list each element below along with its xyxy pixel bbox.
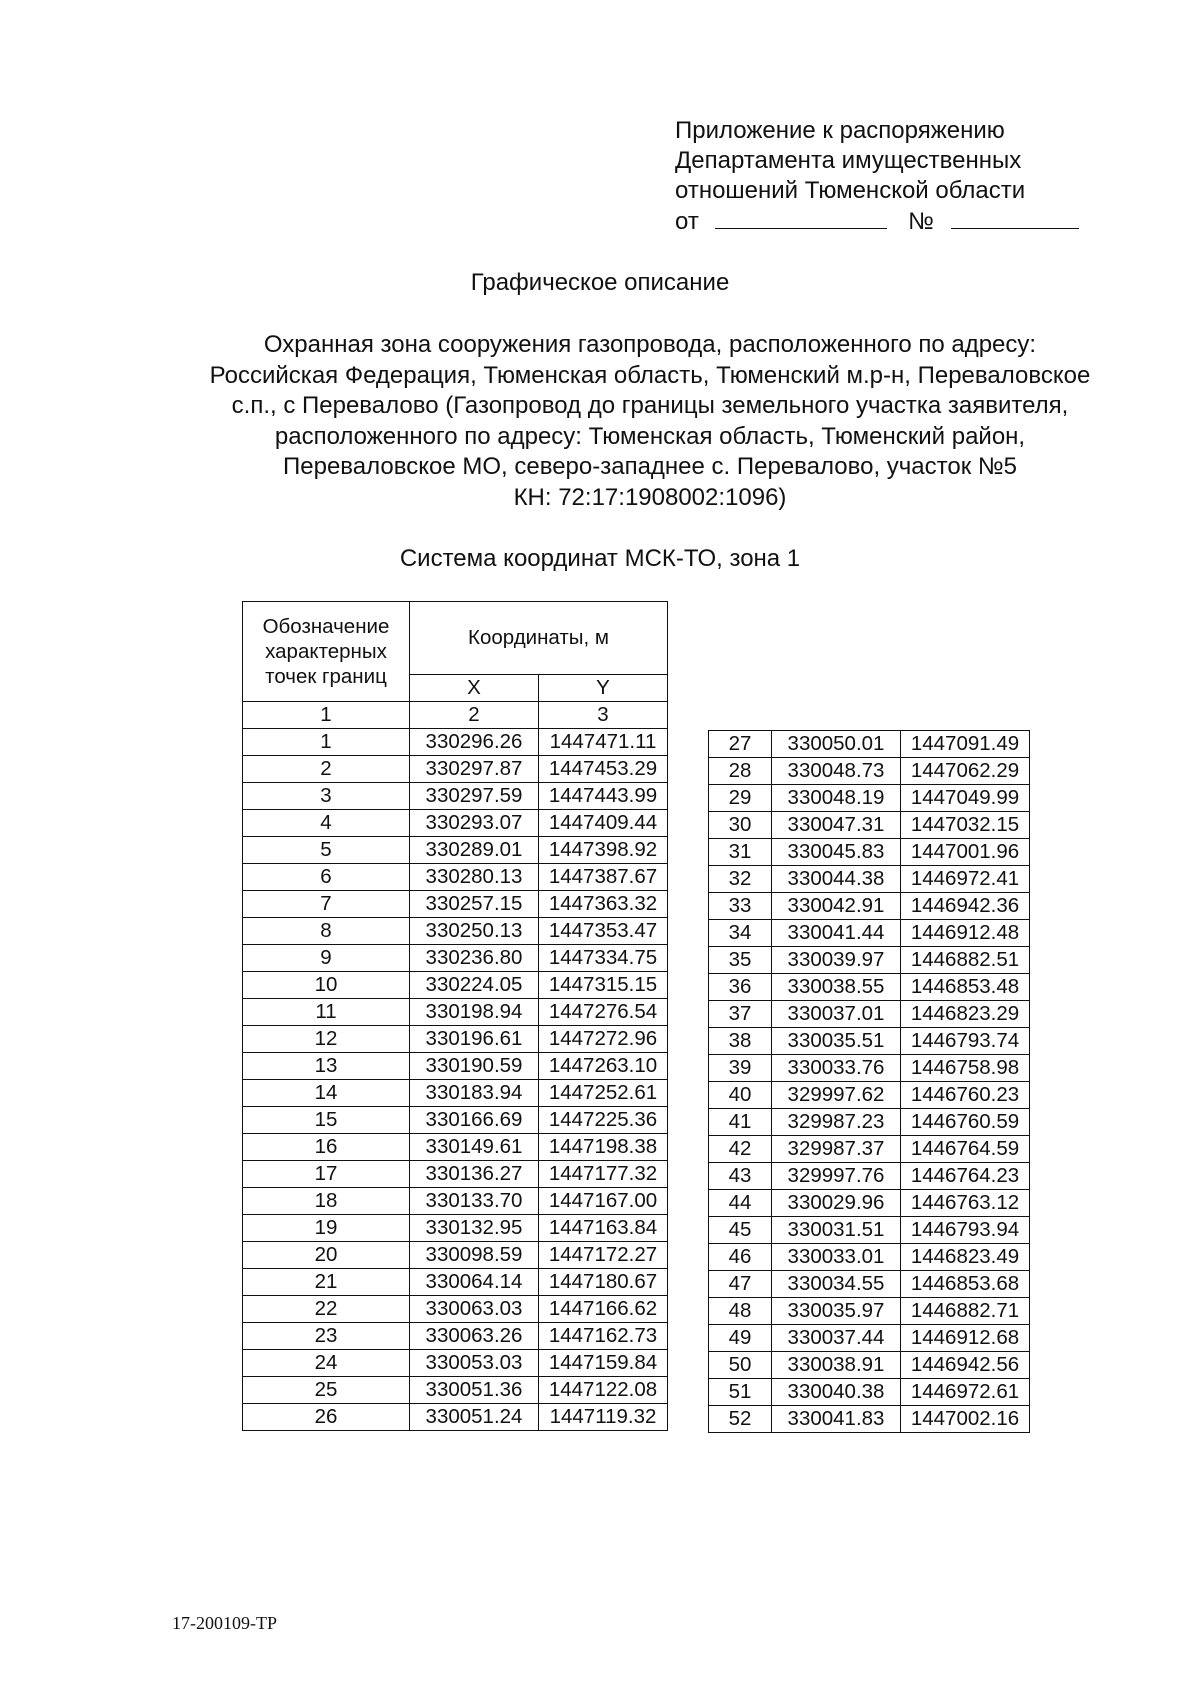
y-coordinate-cell: 1447180.67 — [539, 1269, 668, 1296]
col-header-coordinates: Координаты, м — [410, 602, 668, 675]
table-row — [243, 1053, 668, 1080]
table-row — [243, 864, 668, 891]
x-coordinate-cell: 330033.76 — [772, 1055, 901, 1082]
y-coordinate-cell: 1447049.99 — [901, 785, 1030, 812]
x-coordinate-cell: 330196.61 — [410, 1026, 539, 1053]
x-coordinate-cell: 330297.87 — [410, 756, 539, 783]
x-coordinate-cell: 330039.97 — [772, 947, 901, 974]
y-coordinate-cell: 1447122.08 — [539, 1377, 668, 1404]
x-coordinate-cell: 330033.01 — [772, 1244, 901, 1271]
y-coordinate-cell: 1447252.61 — [539, 1080, 668, 1107]
y-coordinate-cell: 1447225.36 — [539, 1107, 668, 1134]
table-row — [243, 1296, 668, 1323]
point-number-cell: 23 — [243, 1323, 410, 1350]
point-number-cell: 12 — [243, 1026, 410, 1053]
table-row — [243, 999, 668, 1026]
x-coordinate-cell: 330136.27 — [410, 1161, 539, 1188]
y-coordinate-cell: 1446882.71 — [901, 1298, 1030, 1325]
x-coordinate-cell: 330034.55 — [772, 1271, 901, 1298]
x-coordinate-cell: 330198.94 — [410, 999, 539, 1026]
table-row — [243, 1134, 668, 1161]
coordinates-table-left — [242, 601, 668, 1431]
x-coordinate-cell: 330047.31 — [772, 812, 901, 839]
point-number-cell: 45 — [709, 1217, 772, 1244]
zone-description — [150, 330, 1150, 513]
y-coordinate-cell: 1447272.96 — [539, 1026, 668, 1053]
table-row — [709, 1190, 1030, 1217]
x-coordinate-cell: 330050.01 — [772, 731, 901, 758]
x-coordinate-cell: 330063.26 — [410, 1323, 539, 1350]
table-row — [709, 974, 1030, 1001]
table-row — [709, 1244, 1030, 1271]
col-header-x: X — [410, 675, 539, 702]
y-coordinate-cell: 1446823.49 — [901, 1244, 1030, 1271]
point-number-cell: 20 — [243, 1242, 410, 1269]
y-coordinate-cell: 1446912.48 — [901, 920, 1030, 947]
x-coordinate-cell: 329997.76 — [772, 1163, 901, 1190]
y-coordinate-cell: 1447353.47 — [539, 918, 668, 945]
y-coordinate-cell: 1446758.98 — [901, 1055, 1030, 1082]
x-coordinate-cell: 330297.59 — [410, 783, 539, 810]
x-coordinate-cell: 330031.51 — [772, 1217, 901, 1244]
point-number-cell: 2 — [243, 756, 410, 783]
table-row — [709, 1055, 1030, 1082]
y-coordinate-cell: 1447002.16 — [901, 1406, 1030, 1433]
header-line-1: Приложение к распоряжению — [675, 117, 1005, 144]
table-row — [709, 1082, 1030, 1109]
point-number-cell: 32 — [709, 866, 772, 893]
point-number-cell: 18 — [243, 1188, 410, 1215]
table-row — [709, 1298, 1030, 1325]
table-row — [709, 1271, 1030, 1298]
y-coordinate-cell: 1447453.29 — [539, 756, 668, 783]
col-header-line: характерных — [265, 640, 387, 663]
table-row — [243, 783, 668, 810]
x-coordinate-cell: 330035.51 — [772, 1028, 901, 1055]
point-number-cell: 27 — [709, 731, 772, 758]
x-coordinate-cell: 330132.95 — [410, 1215, 539, 1242]
y-coordinate-cell: 1447166.62 — [539, 1296, 668, 1323]
y-coordinate-cell: 1447119.32 — [539, 1404, 668, 1431]
col-number: 3 — [539, 702, 668, 729]
table-row — [709, 1001, 1030, 1028]
point-number-cell: 51 — [709, 1379, 772, 1406]
point-number-cell: 42 — [709, 1136, 772, 1163]
table-row — [709, 1379, 1030, 1406]
table-row — [243, 1242, 668, 1269]
point-number-cell: 13 — [243, 1053, 410, 1080]
point-number-cell: 49 — [709, 1325, 772, 1352]
table-row — [243, 1026, 668, 1053]
y-coordinate-cell: 1446764.23 — [901, 1163, 1030, 1190]
x-coordinate-cell: 330038.91 — [772, 1352, 901, 1379]
x-coordinate-cell: 330041.83 — [772, 1406, 901, 1433]
x-coordinate-cell: 330149.61 — [410, 1134, 539, 1161]
table-row — [243, 945, 668, 972]
table-row — [709, 785, 1030, 812]
point-number-cell: 38 — [709, 1028, 772, 1055]
point-number-cell: 25 — [243, 1377, 410, 1404]
table-row — [243, 972, 668, 999]
x-coordinate-cell: 330045.83 — [772, 839, 901, 866]
table-row — [243, 1377, 668, 1404]
x-coordinate-cell: 329987.37 — [772, 1136, 901, 1163]
point-number-cell: 43 — [709, 1163, 772, 1190]
document-title: Графическое описание — [470, 269, 730, 296]
y-coordinate-cell: 1446853.48 — [901, 974, 1030, 1001]
point-number-cell: 16 — [243, 1134, 410, 1161]
x-coordinate-cell: 330133.70 — [410, 1188, 539, 1215]
point-number-cell: 41 — [709, 1109, 772, 1136]
header-date-number-line — [675, 206, 1079, 237]
table-row — [709, 1136, 1030, 1163]
point-number-cell: 37 — [709, 1001, 772, 1028]
col-header-point-designation — [243, 602, 410, 702]
y-coordinate-cell: 1447032.15 — [901, 812, 1030, 839]
description-line: Российская Федерация, Тюменская область, Тюменский м.р-н, Переваловское — [209, 361, 1091, 389]
point-number-cell: 40 — [709, 1082, 772, 1109]
y-coordinate-cell: 1446942.56 — [901, 1352, 1030, 1379]
point-number-cell: 33 — [709, 893, 772, 920]
x-coordinate-cell: 330280.13 — [410, 864, 539, 891]
table-row — [709, 758, 1030, 785]
point-number-cell: 31 — [709, 839, 772, 866]
y-coordinate-cell: 1447315.15 — [539, 972, 668, 999]
point-number-cell: 36 — [709, 974, 772, 1001]
table-row — [243, 1215, 668, 1242]
appendix-header — [675, 116, 1079, 237]
table-row — [709, 1028, 1030, 1055]
x-coordinate-cell: 330183.94 — [410, 1080, 539, 1107]
x-coordinate-cell: 330190.59 — [410, 1053, 539, 1080]
point-number-cell: 1 — [243, 729, 410, 756]
table-row — [709, 1109, 1030, 1136]
table-row — [243, 1350, 668, 1377]
point-number-cell: 8 — [243, 918, 410, 945]
y-coordinate-cell: 1446912.68 — [901, 1325, 1030, 1352]
y-coordinate-cell: 1446972.41 — [901, 866, 1030, 893]
table-row — [709, 1163, 1030, 1190]
x-coordinate-cell: 330035.97 — [772, 1298, 901, 1325]
point-number-cell: 24 — [243, 1350, 410, 1377]
table-row — [243, 1080, 668, 1107]
y-coordinate-cell: 1447091.49 — [901, 731, 1030, 758]
y-coordinate-cell: 1447062.29 — [901, 758, 1030, 785]
table-row — [709, 812, 1030, 839]
number-label: № — [908, 208, 934, 235]
table-row — [709, 920, 1030, 947]
x-coordinate-cell: 330250.13 — [410, 918, 539, 945]
point-number-cell: 11 — [243, 999, 410, 1026]
description-line: Охранная зона сооружения газопровода, расположенного по адресу: — [263, 331, 1037, 358]
table-row — [243, 837, 668, 864]
table-row — [709, 1325, 1030, 1352]
y-coordinate-cell: 1446764.59 — [901, 1136, 1030, 1163]
table-row — [709, 947, 1030, 974]
x-coordinate-cell: 330063.03 — [410, 1296, 539, 1323]
y-coordinate-cell: 1447398.92 — [539, 837, 668, 864]
header-line-2: Департамента имущественных — [675, 147, 1022, 174]
x-coordinate-cell: 330293.07 — [410, 810, 539, 837]
x-coordinate-cell: 329997.62 — [772, 1082, 901, 1109]
x-coordinate-cell: 330166.69 — [410, 1107, 539, 1134]
x-coordinate-cell: 330296.26 — [410, 729, 539, 756]
point-number-cell: 22 — [243, 1296, 410, 1323]
y-coordinate-cell: 1447276.54 — [539, 999, 668, 1026]
x-coordinate-cell: 330042.91 — [772, 893, 901, 920]
y-coordinate-cell: 1447471.11 — [539, 729, 668, 756]
table-row — [243, 756, 668, 783]
y-coordinate-cell: 1446760.23 — [901, 1082, 1030, 1109]
date-blank — [715, 206, 887, 229]
point-number-cell: 47 — [709, 1271, 772, 1298]
y-coordinate-cell: 1446760.59 — [901, 1109, 1030, 1136]
y-coordinate-cell: 1447163.84 — [539, 1215, 668, 1242]
table-row — [243, 1269, 668, 1296]
point-number-cell: 9 — [243, 945, 410, 972]
y-coordinate-cell: 1447334.75 — [539, 945, 668, 972]
description-line: КН: 72:17:1908002:1096) — [513, 483, 787, 511]
x-coordinate-cell: 330038.55 — [772, 974, 901, 1001]
y-coordinate-cell: 1446793.74 — [901, 1028, 1030, 1055]
x-coordinate-cell: 330040.38 — [772, 1379, 901, 1406]
x-coordinate-cell: 330053.03 — [410, 1350, 539, 1377]
x-coordinate-cell: 330044.38 — [772, 866, 901, 893]
x-coordinate-cell: 330064.14 — [410, 1269, 539, 1296]
description-line: Переваловское МО, северо-западнее с. Перевалово, участок №5 — [283, 453, 1017, 480]
y-coordinate-cell: 1447159.84 — [539, 1350, 668, 1377]
x-coordinate-cell: 330048.19 — [772, 785, 901, 812]
y-coordinate-cell: 1447167.00 — [539, 1188, 668, 1215]
y-coordinate-cell: 1447263.10 — [539, 1053, 668, 1080]
table-row — [243, 1404, 668, 1431]
point-number-cell: 34 — [709, 920, 772, 947]
y-coordinate-cell: 1446972.61 — [901, 1379, 1030, 1406]
header-line-3: отношений Тюменской области — [675, 177, 1026, 204]
point-number-cell: 10 — [243, 972, 410, 999]
y-coordinate-cell: 1447177.32 — [539, 1161, 668, 1188]
x-coordinate-cell: 330037.44 — [772, 1325, 901, 1352]
point-number-cell: 3 — [243, 783, 410, 810]
point-number-cell: 4 — [243, 810, 410, 837]
y-coordinate-cell: 1446853.68 — [901, 1271, 1030, 1298]
y-coordinate-cell: 1447172.27 — [539, 1242, 668, 1269]
y-coordinate-cell: 1447387.67 — [539, 864, 668, 891]
x-coordinate-cell: 330051.36 — [410, 1377, 539, 1404]
y-coordinate-cell: 1447363.32 — [539, 891, 668, 918]
point-number-cell: 17 — [243, 1161, 410, 1188]
y-coordinate-cell: 1446793.94 — [901, 1217, 1030, 1244]
table-row — [243, 918, 668, 945]
y-coordinate-cell: 1446763.12 — [901, 1190, 1030, 1217]
x-coordinate-cell: 330236.80 — [410, 945, 539, 972]
col-header-line: Обозначение — [262, 615, 390, 638]
x-coordinate-cell: 330041.44 — [772, 920, 901, 947]
point-number-cell: 39 — [709, 1055, 772, 1082]
table-row — [709, 839, 1030, 866]
point-number-cell: 26 — [243, 1404, 410, 1431]
description-line: расположенного по адресу: Тюменская область, Тюменский район, — [274, 422, 1026, 450]
point-number-cell: 29 — [709, 785, 772, 812]
x-coordinate-cell: 330289.01 — [410, 837, 539, 864]
x-coordinate-cell: 330257.15 — [410, 891, 539, 918]
coordinates-table-right — [708, 730, 1030, 1433]
y-coordinate-cell: 1447162.73 — [539, 1323, 668, 1350]
table-row — [709, 1352, 1030, 1379]
x-coordinate-cell: 330098.59 — [410, 1242, 539, 1269]
table-row — [243, 891, 668, 918]
y-coordinate-cell: 1447443.99 — [539, 783, 668, 810]
x-coordinate-cell: 330051.24 — [410, 1404, 539, 1431]
col-header-line: точек границ — [265, 665, 387, 688]
point-number-cell: 6 — [243, 864, 410, 891]
table-row — [709, 731, 1030, 758]
table-row — [243, 1107, 668, 1134]
y-coordinate-cell: 1446882.51 — [901, 947, 1030, 974]
point-number-cell: 14 — [243, 1080, 410, 1107]
point-number-cell: 50 — [709, 1352, 772, 1379]
table-row — [709, 1217, 1030, 1244]
y-coordinate-cell: 1446823.29 — [901, 1001, 1030, 1028]
table-row — [243, 1161, 668, 1188]
y-coordinate-cell: 1447198.38 — [539, 1134, 668, 1161]
col-number: 2 — [410, 702, 539, 729]
col-header-y: Y — [539, 675, 668, 702]
point-number-cell: 35 — [709, 947, 772, 974]
point-number-cell: 7 — [243, 891, 410, 918]
x-coordinate-cell: 330048.73 — [772, 758, 901, 785]
description-line: с.п., с Перевалово (Газопровод до границы земельного участка заявителя, — [231, 392, 1069, 419]
x-coordinate-cell: 330037.01 — [772, 1001, 901, 1028]
coordinate-system-label: Система координат МСК-ТО, зона 1 — [399, 545, 801, 572]
table-row — [243, 1323, 668, 1350]
table-row — [243, 729, 668, 756]
y-coordinate-cell: 1447001.96 — [901, 839, 1030, 866]
x-coordinate-cell: 330029.96 — [772, 1190, 901, 1217]
point-number-cell: 46 — [709, 1244, 772, 1271]
document-code: 17-200109-ТР — [172, 1613, 277, 1633]
number-blank — [951, 206, 1079, 229]
col-number: 1 — [243, 702, 410, 729]
x-coordinate-cell: 330224.05 — [410, 972, 539, 999]
table-row — [243, 810, 668, 837]
x-coordinate-cell: 329987.23 — [772, 1109, 901, 1136]
point-number-cell: 28 — [709, 758, 772, 785]
point-number-cell: 21 — [243, 1269, 410, 1296]
table-row — [709, 893, 1030, 920]
point-number-cell: 52 — [709, 1406, 772, 1433]
point-number-cell: 44 — [709, 1190, 772, 1217]
from-label: от — [675, 208, 699, 235]
point-number-cell: 15 — [243, 1107, 410, 1134]
point-number-cell: 48 — [709, 1298, 772, 1325]
table-row — [243, 1188, 668, 1215]
table-row — [709, 866, 1030, 893]
table-row — [709, 1406, 1030, 1433]
point-number-cell: 30 — [709, 812, 772, 839]
y-coordinate-cell: 1447409.44 — [539, 810, 668, 837]
y-coordinate-cell: 1446942.36 — [901, 893, 1030, 920]
point-number-cell: 5 — [243, 837, 410, 864]
point-number-cell: 19 — [243, 1215, 410, 1242]
